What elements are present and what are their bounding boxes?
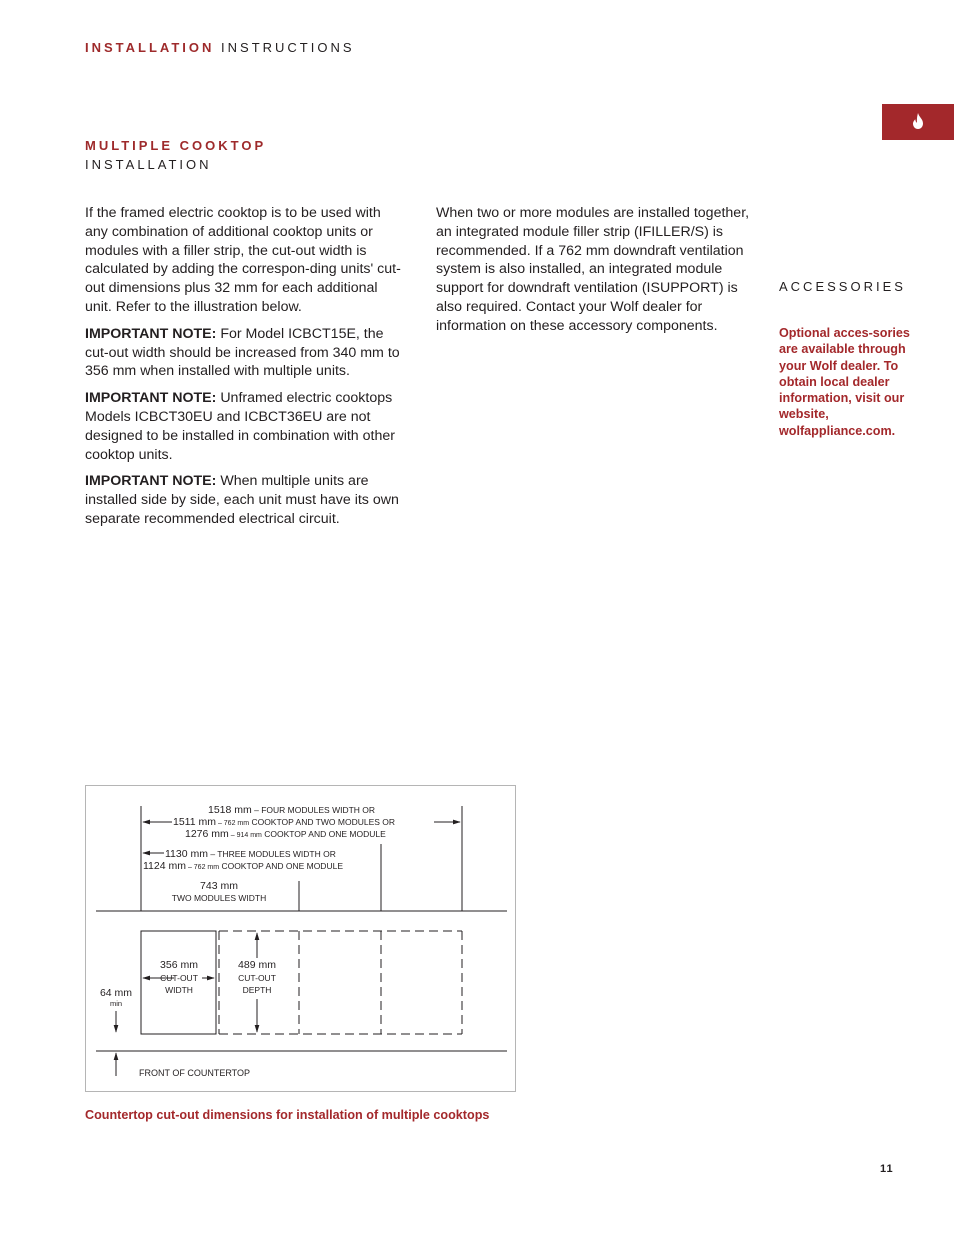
front-value: 64 mm: [99, 987, 133, 999]
section-title: MULTIPLE COOKTOP: [85, 138, 267, 153]
header-rest: INSTRUCTIONS: [221, 40, 355, 55]
note-text: Unframed electric cooktops Models ICBCT30EU and ICBCT36EU are not designed to be installed in combination with other cooktop units.: [85, 390, 395, 463]
front-desc: min: [109, 999, 123, 1008]
cutout-diagram: [85, 785, 516, 1092]
dim3-desc: TWO MODULES WIDTH: [171, 893, 267, 903]
accessories-title: ACCESSORIES: [779, 279, 906, 294]
depth-desc2: DEPTH: [242, 985, 272, 995]
important-note-1: [85, 325, 407, 381]
note-label: IMPORTANT NOTE:: [85, 473, 217, 490]
left-column: [85, 204, 407, 537]
header-strong: INSTALLATION: [85, 40, 215, 55]
dim2-line1: 1130 mm – THREE MODULES WIDTH OR: [165, 848, 336, 860]
intro-paragraph: If the framed electric cooktop is to be used with any combination of additional cooktop units or modules with a filler strip, the cut-out width is calculated by adding the correspon-ding units' cut-out dimensions plus 32 mm for each additional unit. Refer to the illustration below.: [85, 205, 401, 315]
dim1-line3: 1276 mm – 914 mm COOKTOP AND ONE MODULE: [185, 828, 386, 840]
important-note-3: [85, 472, 407, 528]
note-label: IMPORTANT NOTE:: [85, 325, 217, 342]
dim3-value: 743 mm: [200, 880, 238, 892]
accessory-paragraph: When two or more modules are installed together, an integrated module filler strip (IFILLER/S) is recommended. If a 762 mm downdraft ventilation system is also installed, an integrated module support for downdraft ventilation (ISUPPORT) is also required. Contact your Wolf dealer for information on these accessory components.: [436, 205, 750, 334]
dim1-line2: 1511 mm – 762 mm COOKTOP AND TWO MODULES OR: [173, 816, 396, 828]
width-desc2: WIDTH: [165, 985, 193, 995]
accessories-note: Optional acces-sories are available through your Wolf dealer. To obtain local dealer information, visit our website, wolfappliance.com.: [779, 326, 910, 438]
figure-caption: Countertop cut-out dimensions for installation of multiple cooktops: [85, 1108, 490, 1122]
flame-icon: [911, 112, 925, 130]
front-of-countertop-label: FRONT OF COUNTERTOP: [139, 1068, 251, 1078]
middle-column: [436, 204, 751, 344]
width-desc1: CUT-OUT: [160, 973, 198, 983]
note-text: For Model ICBCT15E, the cut-out width should be increased from 340 mm to 356 mm when installed with multiple units.: [85, 325, 400, 380]
page-number: 11: [880, 1163, 894, 1175]
important-note-2: [85, 389, 407, 464]
section-subtitle: INSTALLATION: [85, 157, 212, 172]
note-text: When multiple units are installed side by side, each unit must have its own separate recommended electrical circuit.: [85, 473, 399, 527]
note-label: IMPORTANT NOTE:: [85, 390, 217, 407]
section-tab: [882, 104, 954, 140]
dim1-line1: 1518 mm – FOUR MODULES WIDTH OR: [208, 804, 376, 816]
running-header: [85, 40, 355, 55]
dim2-line2: 1124 mm – 762 mm COOKTOP AND ONE MODULE: [143, 860, 343, 872]
depth-desc1: CUT-OUT: [238, 973, 276, 983]
width-value: 356 mm: [160, 959, 198, 971]
depth-value: 489 mm: [238, 959, 276, 971]
